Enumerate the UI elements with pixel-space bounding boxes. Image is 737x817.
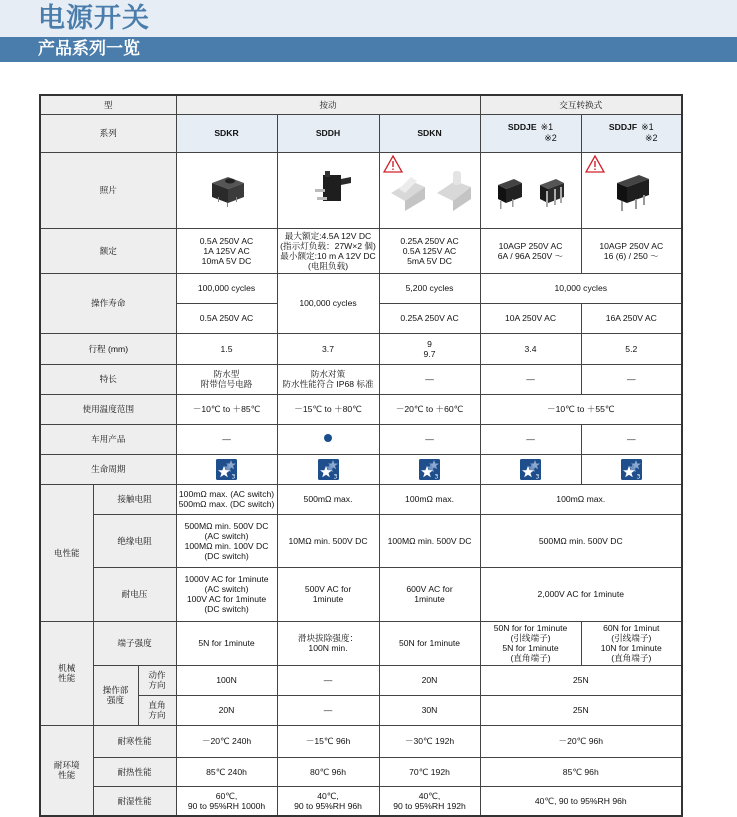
line: 100V AC for 1minute — [186, 594, 267, 604]
act-dir-label: 动作 方向 — [138, 665, 176, 695]
act-rocker: 25N — [480, 665, 682, 695]
act-sdkn: 20N — [379, 665, 480, 695]
line: 滑块拔除强度： — [297, 633, 359, 643]
line: 防水对策 — [310, 369, 346, 379]
insulation-rocker: 500MΩ min. 500V DC — [480, 514, 682, 567]
line: 10AGP 250V AC — [498, 240, 563, 251]
humid-label: 耐湿性能 — [93, 786, 176, 816]
terminal-sddjf — [581, 621, 682, 665]
right-sdkr: 20N — [176, 695, 277, 725]
insulation-sdkn: 100MΩ min. 500V DC — [379, 514, 480, 567]
line: 1000V AC for 1minute — [184, 574, 269, 584]
line: (AC switch) — [204, 530, 249, 541]
line: (DC switch) — [204, 550, 249, 561]
auto-sdkr: — — [176, 424, 277, 454]
insulation-sdkr — [176, 514, 277, 567]
contact-sdkn: 100mΩ max. — [379, 484, 480, 514]
line: 90 to 95%RH 96h — [294, 800, 362, 811]
stroke-sddh: 3.7 — [277, 333, 379, 364]
feature-sddh — [277, 364, 379, 394]
life-label: 操作寿命 — [40, 273, 176, 333]
lifecycle-star-3-icon — [419, 459, 440, 480]
line: 0.5A 250V AC — [199, 235, 254, 246]
line: 40℃, — [418, 790, 441, 801]
auto-sdkn: — — [379, 424, 480, 454]
group-push-header: 按动 — [176, 95, 480, 114]
lifecycle-badge: 3 — [636, 473, 641, 480]
photo-sddjf — [581, 152, 682, 228]
line: 500MΩ min. 500V DC — [184, 520, 269, 531]
product-spec-table — [39, 94, 683, 817]
line: 100N min. — [308, 643, 348, 653]
line: (DC switch) — [204, 604, 249, 614]
filled-dot-icon — [324, 434, 332, 442]
heat-label: 耐热性能 — [93, 757, 176, 786]
note-2: ※2 — [645, 133, 658, 143]
auto-label: 车用产品 — [40, 424, 176, 454]
line: 500V AC for — [304, 584, 352, 594]
note-1: ※1 — [540, 122, 554, 132]
terminal-sdkr: 5N for 1minute — [176, 621, 277, 665]
temp-rocker: －10℃ to ＋55℃ — [480, 394, 682, 424]
line: 90 to 95%RH 1000h — [187, 800, 266, 811]
line: 最大额定:4.5A 12V DC — [284, 230, 372, 241]
line: 10mA 5V DC — [201, 255, 252, 266]
line: (AC switch) — [204, 584, 249, 594]
humid-sdkn — [379, 786, 480, 816]
series-sddjf — [581, 114, 682, 152]
line: 1minute — [414, 594, 445, 604]
photo-sdkn — [379, 152, 480, 228]
temp-sdkn: －20℃ to ＋60℃ — [379, 394, 480, 424]
heat-rocker: 85℃ 96h — [480, 757, 682, 786]
cold-label: 耐寒性能 — [93, 725, 176, 757]
life-sdkn-cycles: 5,200 cycles — [379, 273, 480, 303]
warning-triangle-icon — [585, 155, 605, 173]
stroke-sdkr: 1.5 — [176, 333, 277, 364]
line: 5mA 5V DC — [407, 255, 452, 266]
note-1: ※1 — [641, 122, 654, 132]
cold-sddh: －15℃ 96h — [277, 725, 379, 757]
note-2: ※2 — [544, 133, 557, 143]
lifecycle-star-3-icon — [621, 459, 642, 480]
lifecycle-badge: 3 — [535, 473, 540, 480]
series-header: 系列 — [40, 114, 176, 152]
auto-sddje: — — [480, 424, 581, 454]
feature-sddje: — — [480, 364, 581, 394]
line: 0.5A 125V AC — [402, 245, 457, 256]
stroke-sddjf: 5.2 — [581, 333, 682, 364]
humid-sddh — [277, 786, 379, 816]
line: 16 (6) / 250 ～ — [603, 250, 659, 261]
line: 0.25A 250V AC — [400, 235, 459, 246]
line: 最小额定:10 m A 12V DC — [280, 250, 376, 261]
line: 9.7 — [423, 348, 436, 359]
temp-sddh: －15℃ to ＋80℃ — [277, 394, 379, 424]
terminal-sddje — [480, 621, 581, 665]
terminal-label: 端子强度 — [93, 621, 176, 665]
series-sdkr: SDKR — [176, 114, 277, 152]
life-sddh: 100,000 cycles — [277, 273, 379, 333]
lifecycle-sddjf — [581, 454, 682, 484]
withstand-sdkn — [379, 567, 480, 621]
sddje-switch-photo-icon — [482, 153, 582, 227]
temp-label: 使用温度范围 — [40, 394, 176, 424]
sdkr-switch-photo-icon — [178, 153, 278, 227]
lifecycle-badge: 3 — [333, 473, 337, 480]
withstand-sdkr — [176, 567, 277, 621]
lifecycle-sdkr — [176, 454, 277, 484]
feature-sddjf: — — [581, 364, 682, 394]
lifecycle-star-3-icon — [318, 459, 339, 480]
heat-sddh: 80℃ 96h — [277, 757, 379, 786]
rating-sdkr — [176, 228, 277, 273]
withstand-rocker: 2,000V AC for 1minute — [480, 567, 682, 621]
line: 50N for for 1minute — [493, 623, 568, 633]
terminal-sdkn: 50N for 1minute — [379, 621, 480, 665]
cold-sdkr: －20℃ 240h — [176, 725, 277, 757]
right-rocker: 25N — [480, 695, 682, 725]
contact-sddh: 500mΩ max. — [277, 484, 379, 514]
feature-sdkn: — — [379, 364, 480, 394]
mech-label: 机械 性能 — [40, 621, 93, 725]
feature-sdkr — [176, 364, 277, 394]
actuator-label: 操作部 强度 — [93, 665, 138, 725]
humid-rocker: 40℃, 90 to 95%RH 96h — [480, 786, 682, 816]
series-name: SDDJE — [507, 122, 537, 132]
terminal-sddh — [277, 621, 379, 665]
line: 500mΩ max. (DC switch) — [178, 499, 275, 509]
stroke-sdkn — [379, 333, 480, 364]
humid-sdkr — [176, 786, 277, 816]
temp-sdkr: －10℃ to ＋85℃ — [176, 394, 277, 424]
insulation-label: 绝缘电阻 — [93, 514, 176, 567]
page-title: 电源开关 — [38, 3, 150, 34]
line: 60℃, — [215, 790, 238, 801]
line: 100mΩ max. (AC switch) — [178, 489, 275, 499]
line: 5N for 1minute — [502, 643, 559, 653]
auto-sddh — [277, 424, 379, 454]
rating-sddh — [277, 228, 379, 273]
insulation-sddh: 10MΩ min. 500V DC — [277, 514, 379, 567]
line: 防水性能符合 IP68 标准 — [282, 379, 374, 389]
life-sddjf-load: 16A 250V AC — [581, 303, 682, 333]
series-sddh: SDDH — [277, 114, 379, 152]
line: 防水型 — [213, 369, 240, 379]
right-sdkn: 30N — [379, 695, 480, 725]
rating-sdkn — [379, 228, 480, 273]
line: 6A / 96A 250V ～ — [497, 250, 564, 261]
life-rocker-cycles: 10,000 cycles — [480, 273, 682, 303]
lifecycle-sddje — [480, 454, 581, 484]
act-sddh: — — [277, 665, 379, 695]
line: 1A 125V AC — [203, 245, 250, 256]
electric-label: 电性能 — [40, 484, 93, 621]
sddh-switch-photo-icon — [279, 153, 380, 227]
photo-label: 照片 — [40, 152, 176, 228]
photo-sddje — [480, 152, 581, 228]
life-sdkr-load: 0.5A 250V AC — [176, 303, 277, 333]
contact-sdkr — [176, 484, 277, 514]
lifecycle-badge: 3 — [434, 473, 439, 480]
contact-label: 接触电阻 — [93, 484, 176, 514]
line: 9 — [427, 338, 432, 349]
lifecycle-label: 生命周期 — [40, 454, 176, 484]
photo-sdkr — [176, 152, 277, 228]
heat-sdkr: 85℃ 240h — [176, 757, 277, 786]
withstand-label: 耐电压 — [93, 567, 176, 621]
line: 100MΩ min. 100V DC — [184, 540, 269, 551]
lifecycle-sdkn — [379, 454, 480, 484]
withstand-sddh — [277, 567, 379, 621]
series-sddje — [480, 114, 581, 152]
rating-sddje — [480, 228, 581, 273]
rating-label: 额定 — [40, 228, 176, 273]
line: (引线端子) — [510, 633, 551, 643]
act-sdkr: 100N — [176, 665, 277, 695]
line: 60N for 1minut — [603, 623, 660, 633]
lifecycle-star-3-icon — [520, 459, 541, 480]
lifecycle-sddh — [277, 454, 379, 484]
life-sdkn-load: 0.25A 250V AC — [379, 303, 480, 333]
group-rocker-header: 交互转换式 — [480, 95, 682, 114]
stroke-label: 行程 (mm) — [40, 333, 176, 364]
cold-rocker: －20℃ 96h — [480, 725, 682, 757]
line: (直角端子) — [611, 653, 652, 663]
type-header: 型 — [40, 95, 176, 114]
line: (直角端子) — [510, 653, 551, 663]
contact-rocker: 100mΩ max. — [480, 484, 682, 514]
page-subtitle: 产品系列一览 — [38, 39, 140, 59]
life-sddje-load: 10A 250V AC — [480, 303, 581, 333]
series-name: SDDJF — [608, 122, 638, 132]
line: 1minute — [312, 594, 344, 604]
line: 10N for 1minute — [600, 643, 662, 653]
right-dir-label: 直角 方向 — [138, 695, 176, 725]
line: 90 to 95%RH 192h — [393, 800, 466, 811]
cold-sdkn: －30℃ 192h — [379, 725, 480, 757]
stroke-sddje: 3.4 — [480, 333, 581, 364]
lifecycle-badge: 3 — [231, 473, 236, 480]
lifecycle-star-3-icon — [216, 459, 237, 480]
line: (引线端子) — [611, 633, 652, 643]
rating-sddjf — [581, 228, 682, 273]
line: (电阻负载) — [307, 260, 349, 271]
feature-label: 特长 — [40, 364, 176, 394]
heat-sdkn: 70℃ 192h — [379, 757, 480, 786]
life-sdkr-cycles: 100,000 cycles — [176, 273, 277, 303]
auto-sddjf: — — [581, 424, 682, 454]
series-sdkn: SDKN — [379, 114, 480, 152]
photo-sddh — [277, 152, 379, 228]
line: (指示灯负载：27W×2 個) — [280, 240, 376, 251]
line: 10AGP 250V AC — [599, 240, 664, 251]
line: 附带信号电路 — [200, 379, 253, 389]
warning-triangle-icon — [383, 155, 403, 173]
line: 600V AC for — [406, 584, 453, 594]
line: 40℃, — [317, 790, 339, 801]
right-sddh: — — [277, 695, 379, 725]
env-label: 耐环境 性能 — [40, 725, 93, 816]
